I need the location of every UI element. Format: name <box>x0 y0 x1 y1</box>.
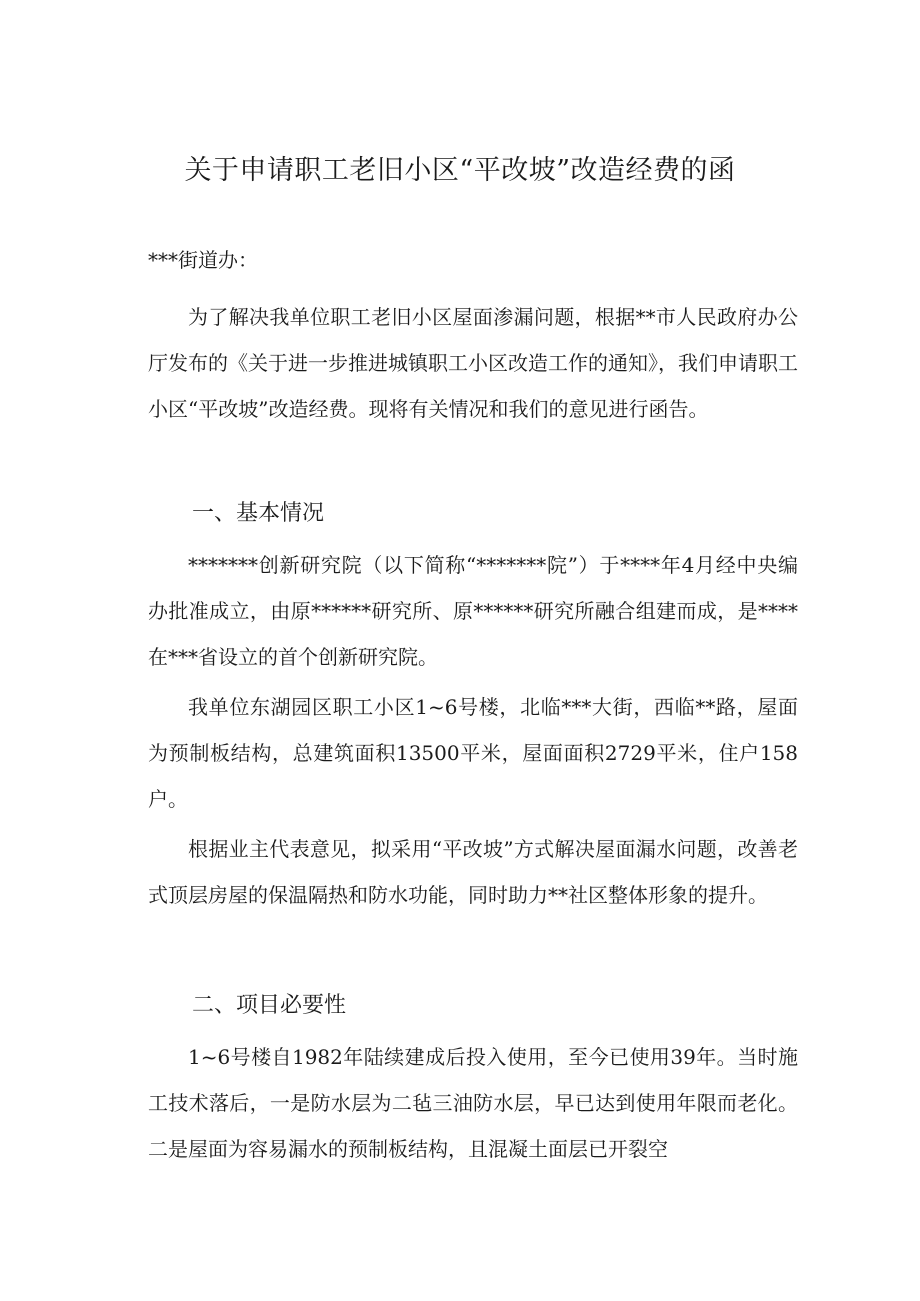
section-heading-necessity: 二、项目必要性 <box>192 993 347 1018</box>
intro-paragraph: 为了解决我单位职工老旧小区屋面渗漏问题，根据**市人民政府办公厅发布的《关于进一步推进城镇职工小区改造工作的通知》，我们申请职工小区“平改坡”改造经费。现将有关情况和我们的意见进行函告。 <box>148 305 798 421</box>
paragraph-building-info: 我单位东湖园区职工小区1~6号楼，北临***大街，西临**路，屋面为预制板结构，总建筑面积13500平米，屋面面积2729平米，住户158户。 <box>148 695 798 811</box>
paragraph-institute-info: *******创新研究院（以下简称“*******院”）于****年4月经中央编办批准成立，由原******研究所、原******研究所融合组建而成，是****在***省设立的首个创新研究院。 <box>148 553 798 669</box>
section-heading-basic-info: 一、基本情况 <box>192 501 325 526</box>
paragraph-renovation-plan: 根据业主代表意见，拟采用“平改坡”方式解决屋面漏水问题，改善老式顶层房屋的保温隔热和防水功能，同时助力**社区整体形象的提升。 <box>148 837 798 907</box>
salutation: ***街道办： <box>148 248 258 272</box>
document-title: 关于申请职工老旧小区“平改坡”改造经费的函 <box>184 155 736 186</box>
paragraph-necessity: 1~6号楼自1982年陆续建成后投入使用，至今已使用39年。当时施工技术落后，一是防水层为二毡三油防水层，早已达到使用年限而老化。二是屋面为容易漏水的预制板结构，且混凝土面层已开裂空 <box>148 1045 798 1161</box>
